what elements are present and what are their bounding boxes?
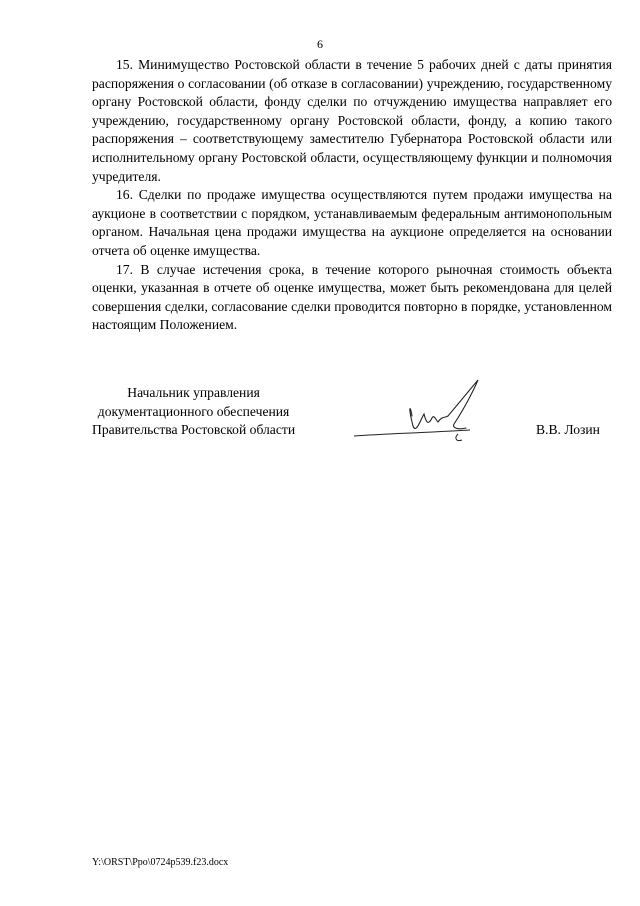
handwritten-signature [350, 376, 500, 446]
signatory-title-line-3: Правительства Ростовской области [92, 422, 296, 438]
paragraph-15: 15. Минимущество Ростовской области в течение 5 рабочих дней с даты принятия распоряжения о согласовании (об отказе в согласовании) учреждению, государственному органу Ростовской области, фонду сделки по отчуждению имущества направляет его учреждению, государственному органу Ростовской области, фонду, а копию такого распоряжения – соответствующему заместителю Губернатора Ростовской области или исполнительному органу Ростовской области, осуществляющему функции и полномочия учредителя. [92, 57, 612, 184]
file-path-footer: Y:\ORST\Ppo\0724p539.f23.docx [92, 857, 229, 868]
paragraph-17: 17. В случае истечения срока, в течение которого рыночная стоимость объекта оценки, указанная в отчете об оценке имущества, может быть рекомендована для целей совершения сделки, согласование сделки проводится повторно в порядке, установленном настоящим Положением. [92, 261, 612, 333]
signatory-title-line-1: Начальник управления [127, 385, 260, 400]
document-body [92, 56, 612, 335]
paragraph-16: 16. Сделки по продаже имущества осуществляются путем продажи имущества на аукционе в соответствии с порядком, устанавливаемым федеральным антимонопольным органом. Начальная цена продажи имущества на аукционе определяется на основании отчета об оценке имущества. [92, 187, 612, 258]
signatory-name: В.В. Лозин [536, 422, 600, 437]
signatory-title-line-2: документационного обеспечения [97, 403, 290, 419]
page-number: 6 [317, 37, 323, 51]
signatory-title [92, 384, 295, 440]
